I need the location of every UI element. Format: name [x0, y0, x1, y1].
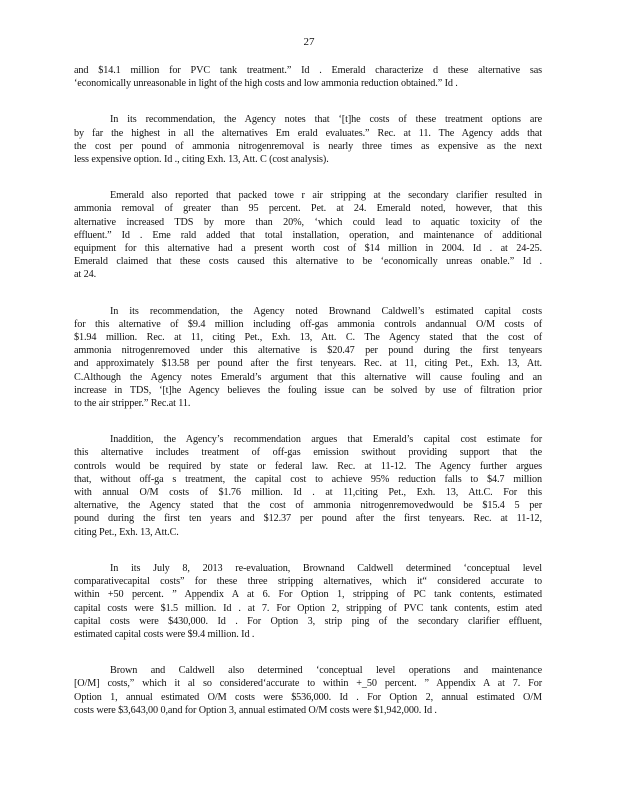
paragraph: [74, 433, 542, 539]
body-text: [74, 64, 542, 740]
text-line: alternative, the Agency stated that the cost of ammonia nitrogenremovedwould be $15.4 5 per: [74, 500, 542, 512]
text-line: $1.94 million. Rec. at 11, citing Pet., Exh. 13, Att. C. The Agency stated that the cost of: [74, 332, 542, 344]
text-line: Option 1, annual estimated O/M costs were $536,000. Id . For Option 2, annual estimated O/M: [74, 691, 542, 703]
text-line: Brown and Caldwell also determined ‘conceptual level operations and maintenance: [110, 665, 542, 677]
text-line: Emerald claimed that these costs caused this alternative to be ‘economically unreas onable.” Id .: [74, 256, 542, 268]
text-line: and approximately $13.58 per pound after the first tenyears. Rec. at 11, citing Pet., Exh. 13, Att.: [74, 358, 542, 370]
text-line: by far the highest in all the alternatives Em erald evaluates.” Rec. at 11. The Agency adds that: [74, 127, 542, 139]
paragraph: [74, 64, 542, 90]
page-number: 27: [303, 36, 315, 48]
paragraph: [74, 113, 542, 166]
text-line: less expensive option. Id ., citing Exh. 13, Att. C (cost analysis).: [74, 154, 329, 166]
text-line: In its recommendation, the Agency noted Brownand Caldwell’s estimated capital costs: [110, 305, 542, 317]
paragraph: [74, 664, 542, 717]
text-line: to the air stripper.” Rec.at 11.: [74, 398, 191, 410]
text-line: effluent.” Id . Eme rald added that total installation, operation, and maintenance of additional: [74, 229, 542, 241]
paragraph: [74, 562, 542, 641]
text-line: estimated capital costs were $9.4 million. Id .: [74, 628, 255, 640]
text-line: increase in TDS, ‘[t]he Agency believes the fouling issue can be solved by use of filtration prior: [74, 384, 542, 396]
text-line: capital costs were $1.5 million. Id . at 7. For Option 2, stripping of PVC tank contents, estim ated: [74, 602, 542, 614]
text-line: comparativecapital costs” for these three stripping alternatives, which it“ considered accurate to: [74, 576, 542, 588]
text-line: with annual O/M costs of $1.76 million. Id . at 11,citing Pet., Exh. 13, Att.C. For this: [74, 487, 542, 499]
text-line: within +50 percent. ” Appendix A at 6. For Option 1, stripping of PC tank contents, estimated: [74, 589, 542, 601]
text-line: alternative increased TDS by more than 20%, ‘which could lead to aquatic toxicity of the: [74, 216, 542, 228]
paragraph: [74, 305, 542, 411]
text-line: ammonia removal of greater than 95 percent. Pet. at 24. Emerald noted, however, that this: [74, 203, 542, 215]
text-line: costs were $3,643,00 0,and for Option 3, annual estimated O/M costs were $1,942,000. Id .: [74, 704, 437, 716]
text-line: Emerald also reported that packed towe r air stripping at the secondary clarifier resulted in: [110, 190, 542, 202]
text-line: capital costs were $430,000. Id . For Option 3, strip ping of the secondary clarifier effluent,: [74, 615, 542, 627]
text-line: the cost per pound of ammonia nitrogenremoval is nearly three times as expensive as the next: [74, 140, 542, 152]
text-line: ammonia nitrogenremoved under this alternative is $20.47 per pound during the first tenyears: [74, 345, 542, 357]
text-line: ‘economically unreasonable in light of the high costs and low ammonia reduction obtained.” Id .: [74, 78, 458, 90]
text-line: this alternative includes treatment of off-gas emission swithout providing support that the: [74, 447, 542, 459]
text-line: [O/M] costs,” which it al so considered‘accurate to within +_50 percent. ” Appendix A at 7. For: [74, 678, 542, 690]
text-line: equipment for this alternative had a present worth cost of $14 million in 2004. Id . at 24-25.: [74, 243, 542, 255]
text-line: that, without off-ga s treatment, the capital cost to achieve 95% reduction falls to $4.7 million: [74, 473, 542, 485]
text-line: In its recommendation, the Agency notes that ‘[t]he costs of these treatment options are: [110, 114, 542, 126]
paragraph: [74, 189, 542, 281]
text-line: at 24.: [74, 269, 97, 281]
text-line: for this alternative of $9.4 million including off-gas ammonia controls andannual O/M costs of: [74, 318, 542, 330]
text-line: In its July 8, 2013 re-evaluation, Brownand Caldwell determined ‘conceptual level: [110, 562, 542, 574]
text-line: and $14.1 million for PVC tank treatment.” Id . Emerald characterize d these alternative sas: [74, 65, 542, 76]
text-line: pound during the first ten years and $12.37 per pound after the first tenyears. Rec. at 11-12,: [74, 513, 542, 525]
text-line: C.Although the Agency notes Emerald’s argument that this alternative will cause fouling and an: [74, 371, 542, 383]
text-line: citing Pet., Exh. 13, Att.C.: [74, 526, 179, 538]
text-line: Inaddition, the Agency’s recommendation argues that Emerald’s capital cost estimate for: [110, 434, 542, 446]
text-line: controls would be required by state or federal law. Rec. at 11-12. The Agency further argues: [74, 460, 542, 472]
